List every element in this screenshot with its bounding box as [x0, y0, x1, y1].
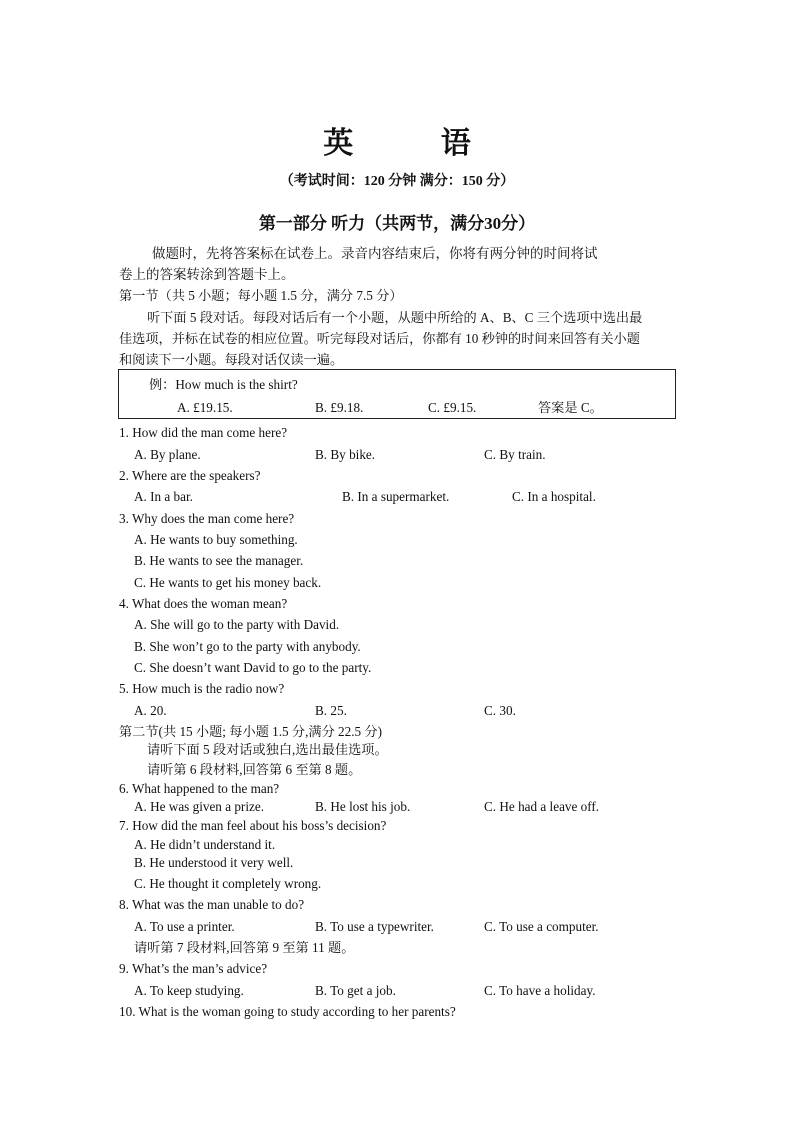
option-c: C. To use a computer. [484, 919, 599, 934]
option-a: A. He didn’t understand it. [134, 837, 276, 852]
option-b: B. To use a typewriter. [315, 919, 434, 934]
option-a: A. 20. [134, 703, 167, 718]
section2-instruction: 请听第 6 段材料,回答第 6 至第 8 题。 [147, 762, 362, 777]
option-b: B. He understood it very well. [134, 855, 294, 870]
exam-time-info: （考试时间：120 分钟 满分：150 分） [279, 174, 515, 189]
option-c: C. He had a leave off. [484, 799, 600, 814]
section1-instruction: 和阅读下一小题。每段对话仅读一遍。 [119, 352, 344, 367]
section1-instruction: 听下面 5 段对话。每段对话后有一个小题，从题中所给的 A、B、C 三个选项中选出最 [147, 310, 643, 325]
option-b: B. He lost his job. [315, 799, 411, 814]
option-a: A. He wants to buy something. [134, 532, 298, 547]
section2-instruction: 请听第 7 段材料,回答第 9 至第 11 题。 [134, 940, 355, 955]
intro-line: 做题时，先将答案标在试卷上。录音内容结束后，你将有两分钟的时间将试 [152, 246, 598, 261]
option-a: A. By plane. [134, 447, 201, 462]
option-c: C. He thought it completely wrong. [134, 876, 322, 891]
option-b: B. By bike. [315, 447, 376, 462]
question-stem: 5. How much is the radio now? [119, 681, 285, 696]
question-stem: 9. What’s the man’s advice? [119, 961, 268, 976]
example-option-b: B. £9.18. [315, 400, 364, 415]
question-stem: 1. How did the man come here? [119, 425, 288, 440]
question-stem: 6. What happened to the man? [119, 781, 280, 796]
option-a: A. To keep studying. [134, 983, 244, 998]
option-c: C. In a hospital. [512, 489, 596, 504]
example-question: 例：How much is the shirt? [149, 377, 298, 392]
section1-instruction: 佳选项，并标在试卷的相应位置。听完每段对话后，你都有 10 秒钟的时间来回答有关小题 [119, 331, 640, 346]
option-c: C. 30. [484, 703, 516, 718]
question-stem: 4. What does the woman mean? [119, 596, 288, 611]
option-b: B. In a supermarket. [342, 489, 450, 504]
option-a: A. In a bar. [134, 489, 193, 504]
option-a: A. To use a printer. [134, 919, 235, 934]
section2-heading: 第二节(共 15 小题; 每小题 1.5 分,满分 22.5 分) [119, 724, 383, 739]
example-answer: 答案是 C。 [538, 400, 603, 415]
example-option-c: C. £9.15. [428, 400, 477, 415]
option-b: B. He wants to see the manager. [134, 553, 304, 568]
question-stem: 10. What is the woman going to study according to her parents? [119, 1004, 456, 1019]
option-c: C. She doesn’t want David to go to the party. [134, 660, 372, 675]
option-b: B. 25. [315, 703, 347, 718]
question-stem: 8. What was the man unable to do? [119, 897, 305, 912]
example-option-a: A. £19.15. [177, 400, 233, 415]
question-stem: 2. Where are the speakers? [119, 468, 261, 483]
option-a: A. He was given a prize. [134, 799, 264, 814]
part-heading: 第一部分 听力（共两节，满分30分） [258, 214, 536, 233]
option-b: B. She won’t go to the party with anybody. [134, 639, 361, 654]
example-box [118, 369, 676, 419]
section1-heading: 第一节（共 5 小题；每小题 1.5 分，满分 7.5 分） [119, 288, 403, 303]
option-c: C. By train. [484, 447, 546, 462]
option-b: B. To get a job. [315, 983, 396, 998]
intro-line: 卷上的答案转涂到答题卡上。 [119, 267, 295, 282]
option-a: A. She will go to the party with David. [134, 617, 340, 632]
page-title: 英 语 [323, 127, 511, 160]
option-c: C. To have a holiday. [484, 983, 596, 998]
option-c: C. He wants to get his money back. [134, 575, 322, 590]
question-stem: 3. Why does the man come here? [119, 511, 295, 526]
section2-instruction: 请听下面 5 段对话或独白,选出最佳选项。 [147, 742, 388, 757]
question-stem: 7. How did the man feel about his boss’s decision? [119, 818, 387, 833]
